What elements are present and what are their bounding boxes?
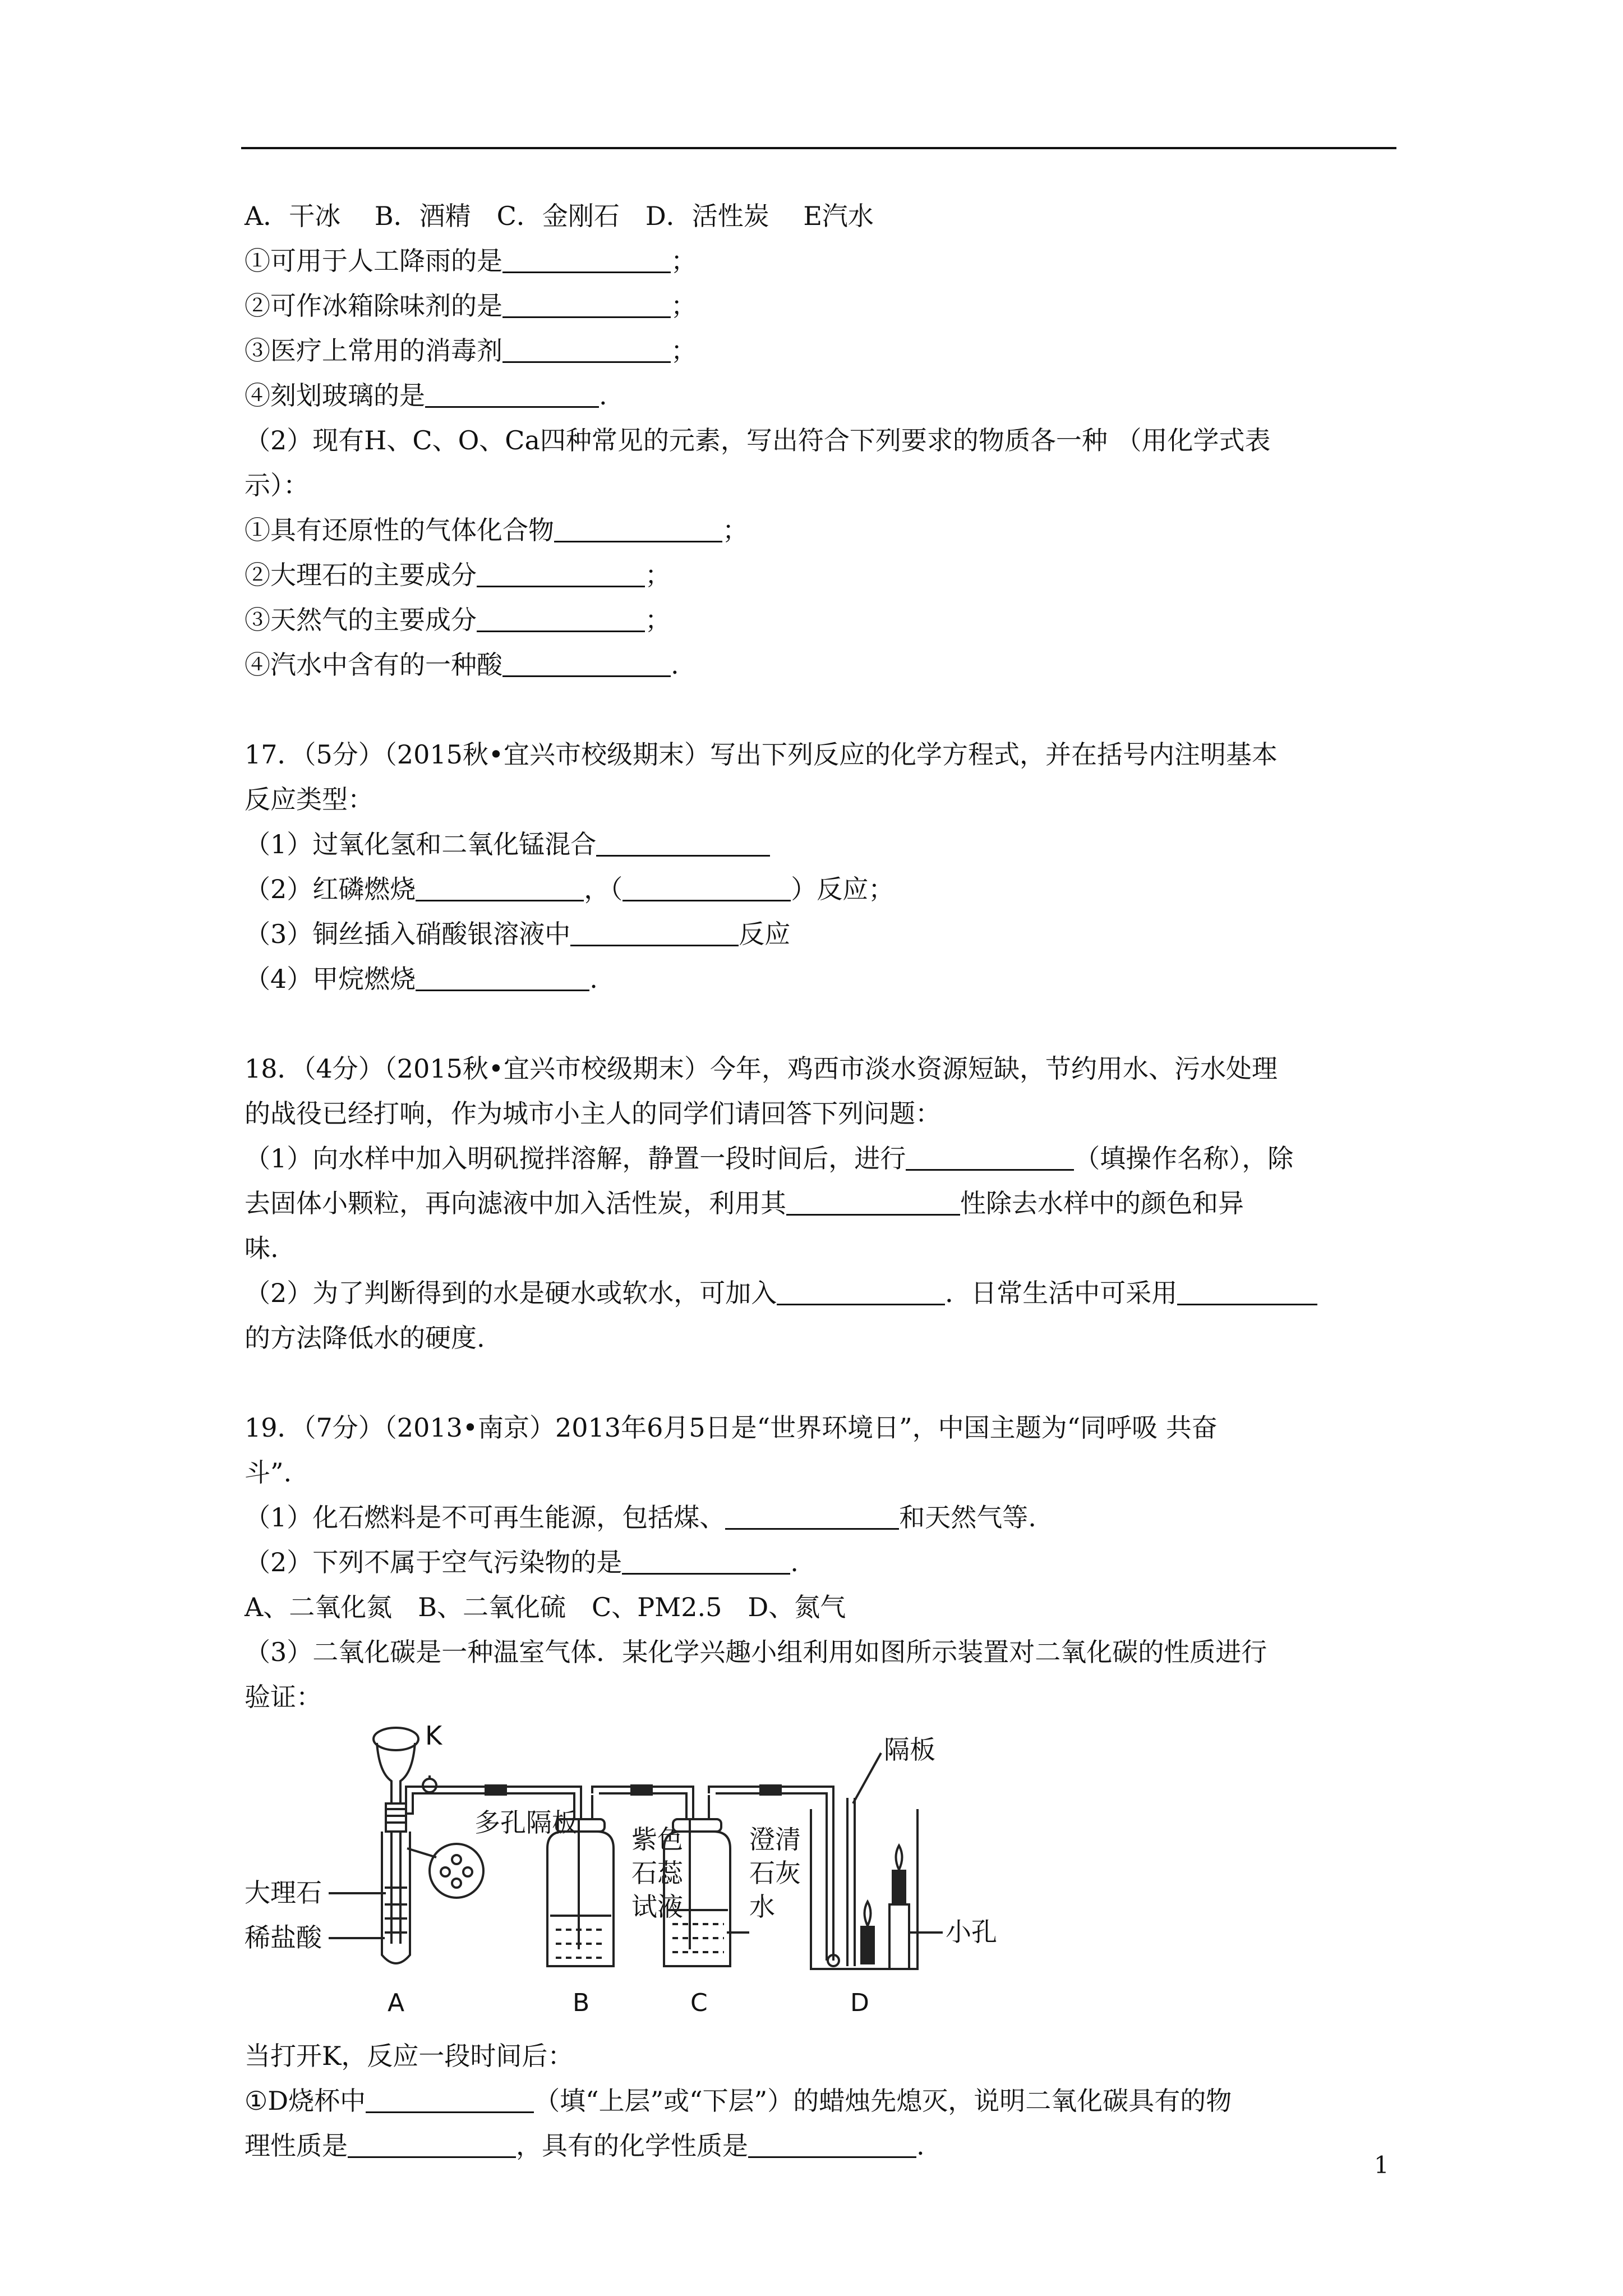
porous-plate [430, 1844, 483, 1898]
q16-part2: 示）： [245, 470, 309, 500]
label-litmus-1: 紫色 [631, 1824, 683, 1855]
q16-item: ④汽水中含有的一种酸 . [245, 650, 679, 680]
answer-blank[interactable] [502, 334, 671, 363]
q16-item: ④刻划玻璃的是 . [245, 380, 607, 411]
answer-blank[interactable] [596, 828, 770, 857]
label-a: A [388, 1989, 405, 2017]
q17-item: （1）过氧化氢和二氧化锰混合 [245, 822, 1400, 867]
q19-options: A、二氧化氮 B、二氧化硫 C、PM2.5 D、氮气 [245, 1592, 846, 1622]
q19-part2: （2）下列不属于空气污染物的是 . [245, 1547, 799, 1577]
label-hole: 小孔 [946, 1917, 997, 1947]
label-lime-3: 水 [749, 1892, 775, 1922]
q19-stem: 19．（7分）（2013•南京）2013年6月5日是“世界环境日”，中国主题为“同呼吸 共奋 [245, 1412, 1218, 1443]
q19-part3: 验证： [245, 1682, 322, 1712]
answer-blank[interactable] [348, 2129, 516, 2158]
answer-blank[interactable] [570, 918, 739, 946]
answer-blank[interactable] [477, 604, 645, 632]
q18-part1: 去固体小颗粒，再向滤液中加入活性炭，利用其 性除去水样中的颜色和异 [245, 1188, 1244, 1218]
q19-sub1: 理性质是 ，具有的化学性质是 . [245, 2131, 925, 2161]
q17-item: （3）铜丝插入硝酸银溶液中 反应 [245, 919, 791, 949]
label-porous: 多孔隔板 [474, 1807, 578, 1838]
q19-part3: （3）二氧化碳是一种温室气体．某化学兴趣小组利用如图所示装置对二氧化碳的性质进行 [245, 1637, 1267, 1667]
q17-stem: 17．（5分）（2015秋•宜兴市校级期末）写出下列反应的化学方程式，并在括号内注明基本 [245, 739, 1278, 770]
q18-part2: 的方法降低水的硬度. [245, 1323, 485, 1353]
label-lime-1: 澄清 [749, 1824, 801, 1855]
answer-blank[interactable] [366, 2085, 534, 2113]
q18-stem: 的战役已经打响，作为城市小主人的同学们请回答下列问题： [245, 1098, 941, 1129]
answer-blank[interactable] [777, 1277, 945, 1305]
label-d: D [850, 1989, 869, 2017]
answer-blank[interactable] [748, 2129, 916, 2158]
answer-blank[interactable] [623, 873, 791, 901]
q16-item: ③医疗上常用的消毒剂 ； [245, 335, 697, 366]
q19-sub1: ①D烧杯中 （填“上层”或“下层”）的蜡烛先熄灭，说明二氧化碳具有的物 [245, 2086, 1232, 2116]
label-partition: 隔板 [884, 1734, 935, 1765]
q16-item: ②可作冰箱除味剂的是 ； [245, 291, 697, 321]
label-lime-2: 石灰 [749, 1858, 801, 1888]
page-number: 1 [1374, 2151, 1389, 2179]
q19-after-diagram: 当打开K，反应一段时间后： [245, 2041, 574, 2071]
q17-stem: 反应类型： [245, 784, 374, 815]
label-litmus-3: 试液 [631, 1892, 683, 1922]
q18-part1: （1）向水样中加入明矾搅拌溶解，静置一段时间后，进行 （填操作名称），除 [245, 1143, 1294, 1174]
document-body [245, 194, 1400, 2168]
q18-part2: （2）为了判断得到的水是硬水或软水，可加入 ．日常生活中可采用 [245, 1271, 1400, 1315]
q18-stem: 18．（4分）（2015秋•宜兴市校级期末）今年，鸡西市淡水资源短缺，节约用水、污水处理 [245, 1053, 1278, 1084]
q18-part1: 味. [245, 1233, 279, 1263]
answer-blank[interactable] [502, 648, 671, 677]
answer-blank[interactable] [477, 559, 645, 587]
q16-item: ②大理石的主要成分 ； [245, 560, 671, 590]
label-b: B [573, 1989, 590, 2017]
answer-blank[interactable] [502, 245, 671, 273]
answer-blank[interactable] [416, 873, 584, 901]
answer-blank[interactable] [1177, 1277, 1317, 1305]
label-litmus-2: 石蕊 [631, 1858, 683, 1888]
answer-blank[interactable] [502, 289, 671, 318]
q17-item: （2）红磷燃烧 ，（ ）反应； [245, 874, 895, 904]
answer-blank[interactable] [416, 963, 589, 991]
q16-item: ①可用于人工降雨的是 ； [245, 246, 697, 276]
q19-part1: （1）化石燃料是不可再生能源，包括煤、 和天然气等. [245, 1502, 1036, 1533]
label-acid: 稀盐酸 [245, 1922, 322, 1953]
answer-blank[interactable] [554, 514, 722, 542]
header-rule [241, 147, 1396, 149]
label-marble: 大理石 [245, 1878, 322, 1908]
answer-blank[interactable] [425, 379, 599, 408]
label-c: C [690, 1989, 708, 2017]
q16-item: ①具有还原性的气体化合物 ； [245, 515, 748, 545]
answer-blank[interactable] [622, 1546, 790, 1575]
apparatus-a [374, 1728, 452, 1963]
q17-item: （4）甲烷燃烧 . [245, 964, 598, 994]
answer-blank[interactable] [906, 1142, 1074, 1171]
q16-item: ③天然气的主要成分 ； [245, 605, 671, 635]
apparatus-diagram [245, 1719, 1400, 2033]
q19-stem: 斗”. [245, 1457, 292, 1488]
q16-options: A．干冰 B．酒精 C．金刚石 D．活性炭 E汽水 [245, 201, 874, 231]
bottle-b [547, 1795, 614, 1966]
answer-blank[interactable] [725, 1501, 899, 1530]
answer-blank[interactable] [786, 1187, 960, 1216]
label-k: K [425, 1720, 442, 1751]
q16-part2: （2）现有H、C、O、Ca四种常见的元素，写出符合下列要求的物质各一种 （用化学式表 [245, 425, 1271, 455]
